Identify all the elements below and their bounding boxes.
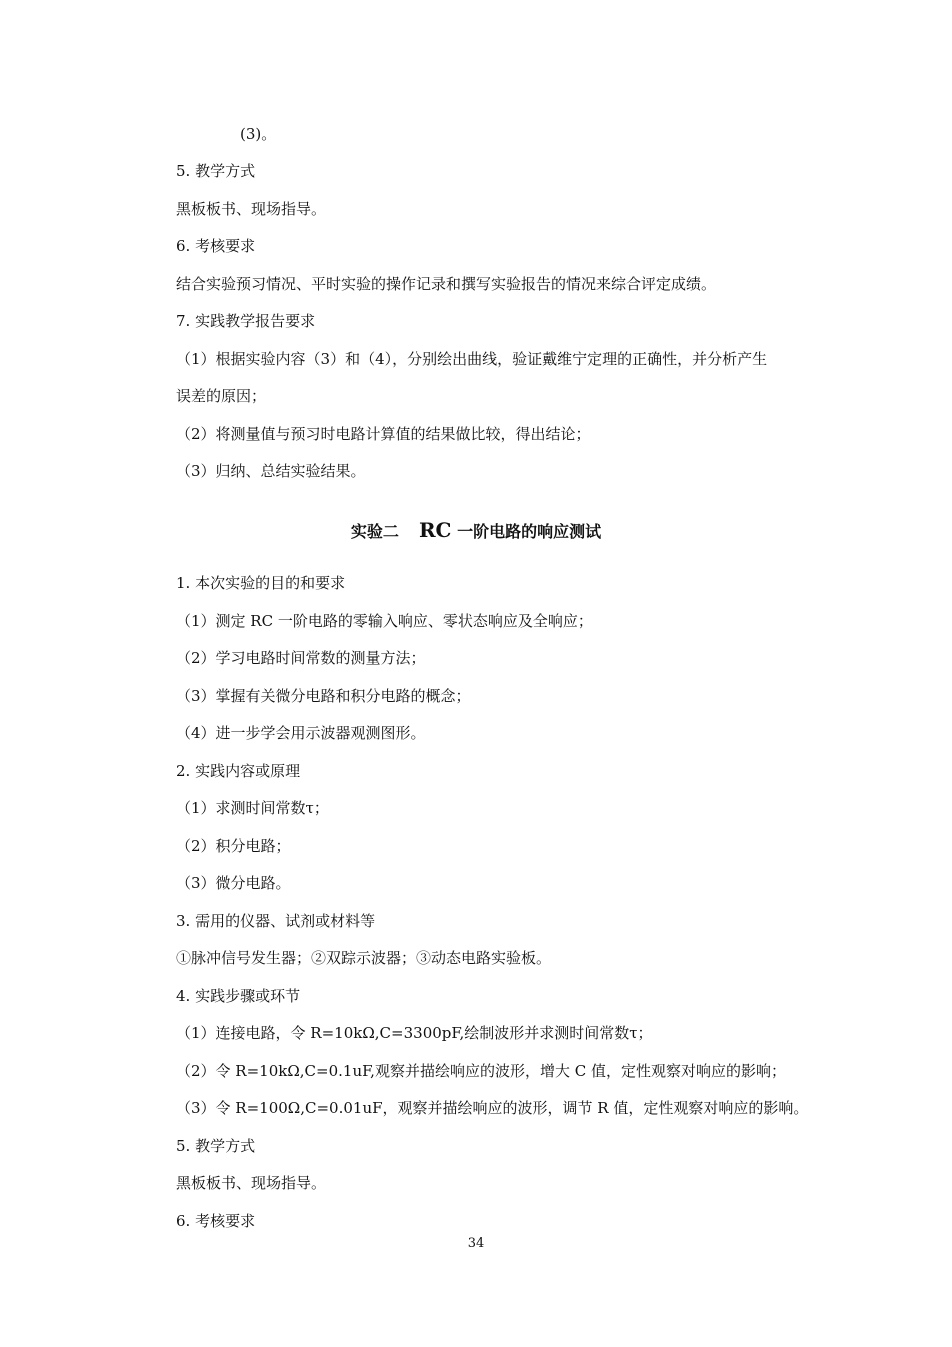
section-heading: 5. 教学方式 xyxy=(176,162,256,180)
text-line: （2）学习电路时间常数的测量方法； xyxy=(176,649,426,667)
text-line: （1）根据实验内容（3）和（4），分别绘出曲线，验证戴维宁定理的正确性，并分析产生 xyxy=(176,350,768,368)
text-line: 结合实验预习情况、平时实验的操作记录和撰写实验报告的情况来综合评定成绩。 xyxy=(176,275,717,293)
text-line: （2）积分电路； xyxy=(176,837,291,855)
title-rest: 一阶电路的响应测试 xyxy=(457,522,602,541)
section-heading: 3. 需用的仪器、试剂或材料等 xyxy=(176,912,376,930)
text-line: （3）归纳、总结实验结果。 xyxy=(176,462,366,480)
text-line: （3）掌握有关微分电路和积分电路的概念； xyxy=(176,687,471,705)
text-line: （2）将测量值与预习时电路计算值的结果做比较，得出结论； xyxy=(176,425,591,443)
section-heading: 2. 实践内容或原理 xyxy=(176,762,301,780)
section-heading: 6. 考核要求 xyxy=(176,1212,256,1230)
experiment-title xyxy=(0,518,952,542)
page-number: 34 xyxy=(467,1236,485,1251)
text-line: 误差的原因； xyxy=(176,387,267,405)
section-heading: 6. 考核要求 xyxy=(176,237,256,255)
text-line: （3）令 R=100Ω,C=0.01uF，观察并描绘响应的波形，调节 R 值，定性观察对响应的影响。 xyxy=(176,1099,809,1117)
text-line: （2）令 R=10kΩ,C=0.1uF,观察并描绘响应的波形，增大 C 值，定性观察对响应的影响； xyxy=(176,1062,786,1080)
text-line: （4）进一步学会用示波器观测图形。 xyxy=(176,724,426,742)
text-line: 黑板板书、现场指导。 xyxy=(176,1174,327,1192)
text-line: ①脉冲信号发生器；②双踪示波器；③动态电路实验板。 xyxy=(176,949,552,967)
section-heading: 7. 实践教学报告要求 xyxy=(176,312,316,330)
text-line: （1）连接电路，令 R=10kΩ,C=3300pF,绘制波形并求测时间常数τ； xyxy=(176,1024,653,1042)
text-line: (3)。 xyxy=(240,125,277,143)
text-line: 黑板板书、现场指导。 xyxy=(176,200,327,218)
text-line: （1）测定 RC 一阶电路的零输入响应、零状态响应及全响应； xyxy=(176,612,593,630)
section-heading: 4. 实践步骤或环节 xyxy=(176,987,301,1005)
text-line: （3）微分电路。 xyxy=(176,874,291,892)
text-line: （1）求测时间常数τ； xyxy=(176,799,329,817)
section-heading: 1. 本次实验的目的和要求 xyxy=(176,574,346,592)
title-label: 实验二 xyxy=(350,522,399,541)
title-rc: RC xyxy=(418,518,452,542)
section-heading: 5. 教学方式 xyxy=(176,1137,256,1155)
